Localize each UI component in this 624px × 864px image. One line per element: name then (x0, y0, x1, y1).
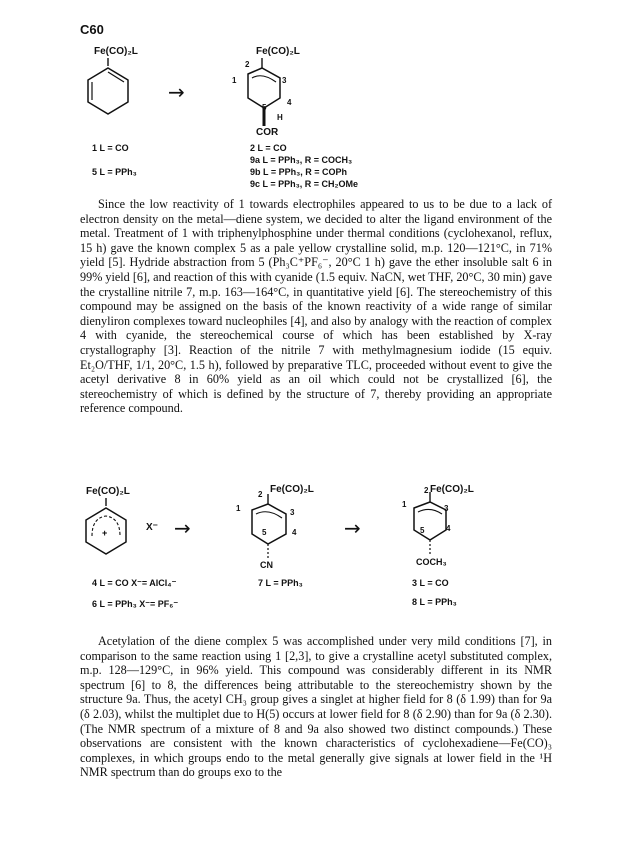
compound-caption: 9a L = PPh₃, R = COCH₃ (250, 155, 353, 165)
compound-caption: 6 L = PPh₃ X⁻= PF₆⁻ (92, 599, 179, 609)
substituent-label: COCH₃ (416, 557, 447, 567)
svg-text:+: + (102, 528, 108, 538)
anion-label: X⁻ (146, 522, 158, 533)
compound-caption: 5 L = PPh₃ (92, 167, 137, 177)
nitrile-structure (240, 494, 300, 566)
position-label: 2 (258, 490, 263, 499)
reaction-arrow-1: → (168, 80, 185, 104)
position-label: 5 (262, 103, 267, 112)
position-label: 1 (232, 76, 237, 85)
substituent-label: CN (260, 560, 273, 570)
compound-caption: 7 L = PPh₃ (258, 578, 303, 588)
dienyl-structure (76, 496, 140, 556)
position-label: H (277, 113, 283, 122)
compound-caption: 1 L = CO (92, 143, 129, 153)
position-label: 3 (282, 76, 287, 85)
position-label: 5 (420, 526, 425, 535)
position-label: 2 (245, 60, 250, 69)
fe-label-7: Fe(CO)₂L (270, 484, 314, 495)
body-paragraph-2: Acetylation of the diene complex 5 was accomplished under very mild conditions [7], in comparison to the same reaction using 1 [2,3], to give a crystalline acetyl substituted complex, m.p. 128—129°C, in 96% yield. This compound was considerably different in its NMR spectrum [6] to 8, the differences being attributable to the stereochemistry shown by the structure 9a. Thus, the acetyl CH₃ group gives a singlet at higher field for 8 (δ 1.99) than for 9a (δ 2.03), whilst the multiplet due to H(5) occurs at lower field for 8 (δ 2.90) than for 9a (δ 2.30). (The NMR spectrum of a mixture of 8 and 9a also showed two distinct compounds.) These observations are consistent with the known characteristics of cyclohexadiene—Fe(CO)₃ complexes, in which groups endo to the metal generally give signals at lower field in the ¹H NMR spectrum than do groups exo to the (80, 634, 552, 780)
fe-label-8: Fe(CO)₂L (430, 484, 474, 495)
position-label: 4 (446, 524, 451, 533)
reaction-arrow-3: → (344, 516, 361, 540)
compound-caption: 3 L = CO (412, 578, 449, 588)
compound-caption: 8 L = PPh₃ (412, 597, 457, 607)
fe-label-4: Fe(CO)₂L (86, 486, 130, 497)
compound-caption: 4 L = CO X⁻= AlCl₄⁻ (92, 578, 177, 588)
acetyl-structure (404, 492, 464, 562)
position-label: 1 (402, 500, 407, 509)
body-paragraph-1: Since the low reactivity of 1 towards electrophiles appeared to us to be due to a lack of electron density on the metal—diene system, we decided to alter the ligand environment of the metal. Treatment of 1 with triphenylphosphine under thermal conditions (cyclohexanol, reflux, 15 h) gave the known complex 5 as a pale yellow crystalline solid, m.p. 120—121°C, in 71% yield [5]. Hydride abstraction from 5 (Ph₃C⁺PF₆⁻, 20°C 1 h) gave the ether insoluble salt 6 in 99% yield [6], and reaction of this with cyanide (1.5 equiv. NaCN, wet THF, 20°C, 30 min) gave the crystalline nitrile 7, m.p. 163—164°C, in quantitative yield [6]. The stereochemistry of this compound may be assigned on the basis of the known reactivity of a wide range of similar dienyliron complexes toward nucleophiles [4], and also by analogy with the reaction of complex 4 with cyanide, the stereochemical course of which has been established by X-ray crystallography [3]. Reaction of the nitrile 7 with methylmagnesium iodide (15 equiv. Et₂O/THF, 1/1, 20°C, 1.5 h), followed by preparative TLC, proceeded without event to give the acetyl derivative 8 in 60% yield as an oil which could not be crystallized [6], the stereochemistry of which is defined by the structure of 7, thereby providing an appropriate reference compound. (80, 197, 552, 416)
page-number: C60 (80, 22, 104, 37)
diene-structure-1 (78, 56, 138, 116)
position-label: 2 (424, 486, 429, 495)
substituent-label: COR (256, 127, 279, 138)
compound-caption: 9b L = PPh₃, R = COPh (250, 167, 348, 177)
position-label: 3 (290, 508, 295, 517)
reaction-arrow-2: → (174, 516, 191, 540)
compound-caption: 9c L = PPh₃, R = CH₂OMe (250, 179, 359, 189)
position-label: 3 (444, 504, 449, 513)
position-label: 5 (262, 528, 267, 537)
fe-label-1: Fe(CO)₂L (94, 46, 138, 57)
diene-structure-2 (236, 56, 296, 136)
position-label: 4 (287, 98, 292, 107)
fe-label-2: Fe(CO)₂L (256, 46, 300, 57)
position-label: 4 (292, 528, 297, 537)
position-label: 1 (236, 504, 241, 513)
compound-caption: 2 L = CO (250, 143, 287, 153)
